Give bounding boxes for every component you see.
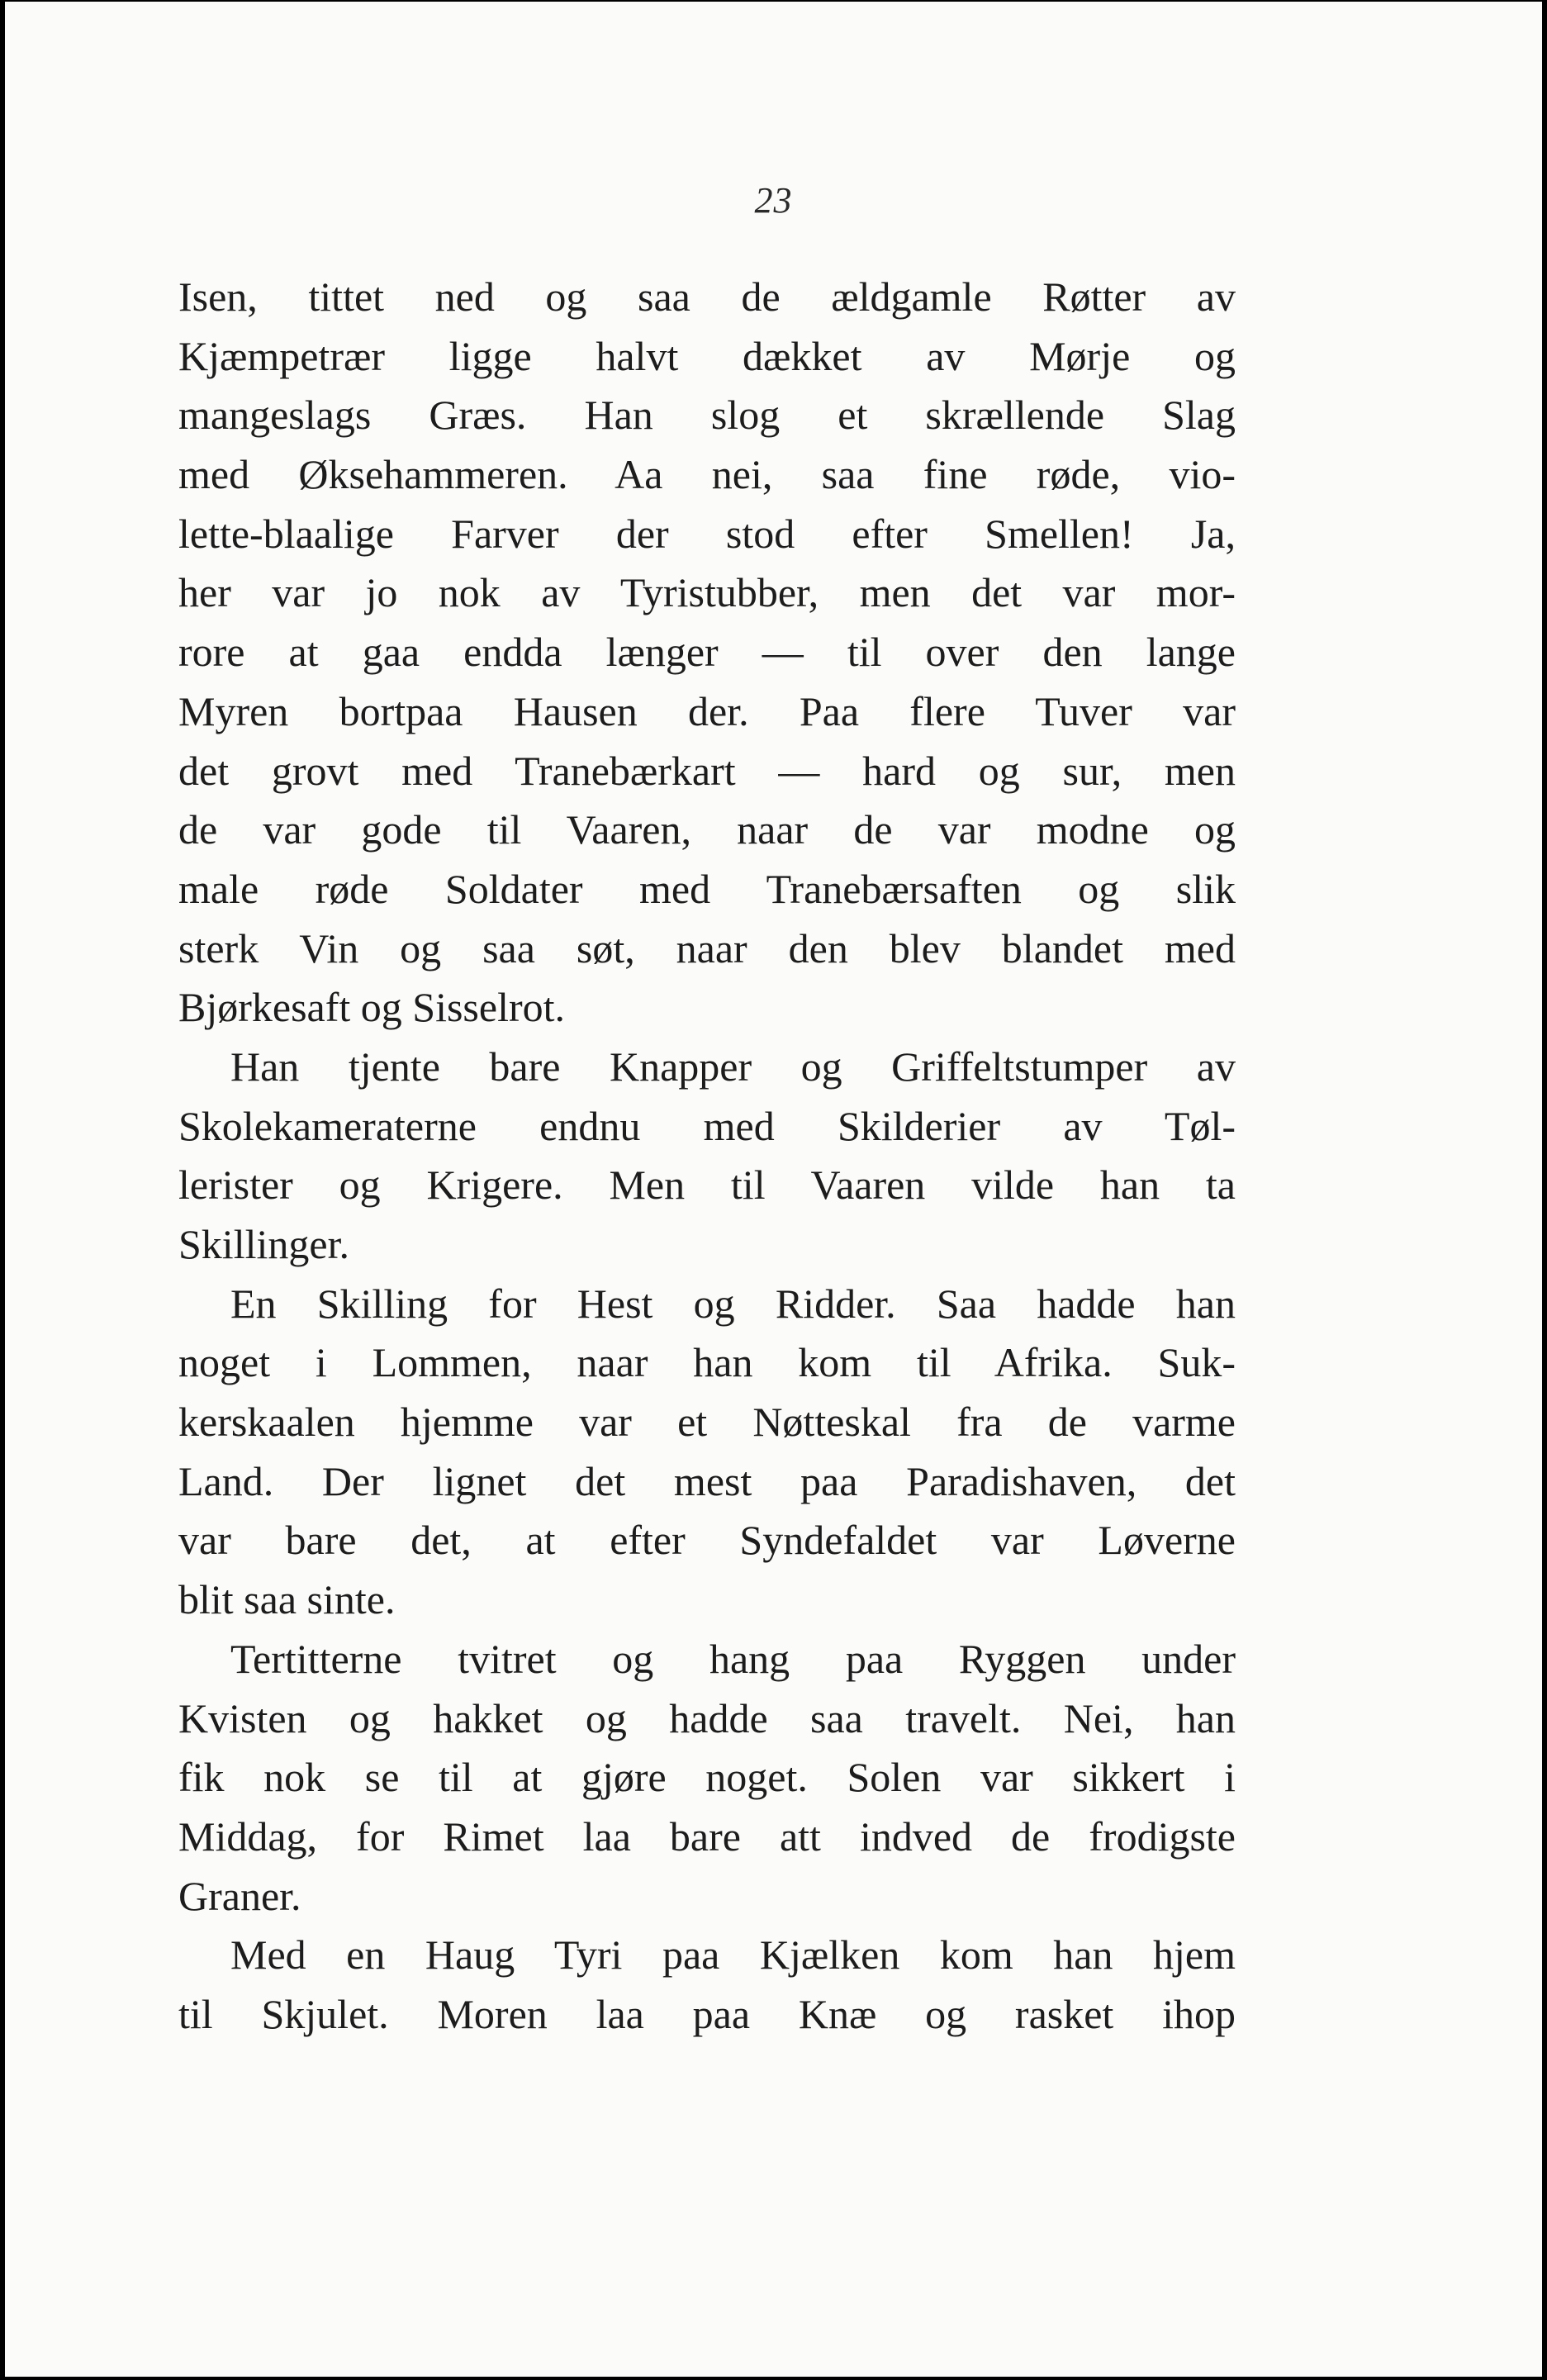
text-line: rore at gaa endda længer — til over den lange [178,629,1236,676]
paragraph-end-line: Skillinger. [178,1221,349,1267]
text-line: lerister og Krigere. Men til Vaaren vilde han ta [178,1161,1236,1209]
paragraph-start-line: Med en Haug Tyri paa Kjælken kom han hjem [230,1931,1236,1979]
body-text [178,268,1236,2045]
text-line: noget i Lommen, naar han kom til Afrika. Suk- [178,1339,1236,1386]
text-line: Kvisten og hakket og hadde saa travelt. Nei, han [178,1694,1236,1741]
paragraph-start-line: Han tjente bare Knapper og Griffeltstumper av [230,1043,1236,1090]
text-line: Middag, for Rimet laa bare att indved de frodigste [178,1812,1236,1860]
text-line: mangeslags Græs. Han slog et skrællende Slag [178,392,1236,439]
text-line: de var gode til Vaaren, naar de var modne og [178,806,1236,853]
paragraph-start-line: Tertitterne tvitret og hang paa Ryggen under [230,1635,1236,1682]
text-line: Isen, tittet ned og saa de ældgamle Røtter av [178,273,1236,320]
text-line: med Øksehammeren. Aa nei, saa fine røde, vio- [178,451,1236,498]
text-line: Myren bortpaa Hausen der. Paa flere Tuver var [178,687,1236,734]
book-page [5,2,1542,2377]
paragraph-end-line: Graner. [178,1872,301,1919]
text-line: lette-blaalige Farver der stod efter Smellen! Ja, [178,510,1236,557]
text-line: male røde Soldater med Tranebærsaften og slik [178,865,1236,912]
text-line: til Skjulet. Moren laa paa Knæ og rasket ihop [178,1990,1236,2037]
text-line: Kjæmpetrær ligge halvt dækket av Mørje og [178,332,1236,379]
text-line: her var jo nok av Tyristubber, men det var mor- [178,569,1236,616]
text-line: sterk Vin og saa søt, naar den blev blandet med [178,924,1236,971]
text-line: var bare det, at efter Syndefaldet var Løverne [178,1517,1236,1564]
paragraph-end-line: blit saa sinte. [178,1576,396,1623]
paragraph-end-line: Bjørkesaft og Sisselrot. [178,984,566,1031]
text-line: kerskaalen hjemme var et Nøtteskal fra de varme [178,1399,1236,1446]
page-number: 23 [754,180,793,221]
text-line: det grovt med Tranebærkart — hard og sur, men [178,747,1236,794]
paragraph-start-line: En Skilling for Hest og Ridder. Saa hadde han [230,1280,1236,1327]
text-line: Skolekameraterne endnu med Skilderier av Tøl- [178,1102,1236,1149]
text-line: Land. Der lignet det mest paa Paradishaven, det [178,1457,1236,1504]
text-line: fik nok se til at gjøre noget. Solen var sikkert i [178,1754,1236,1801]
